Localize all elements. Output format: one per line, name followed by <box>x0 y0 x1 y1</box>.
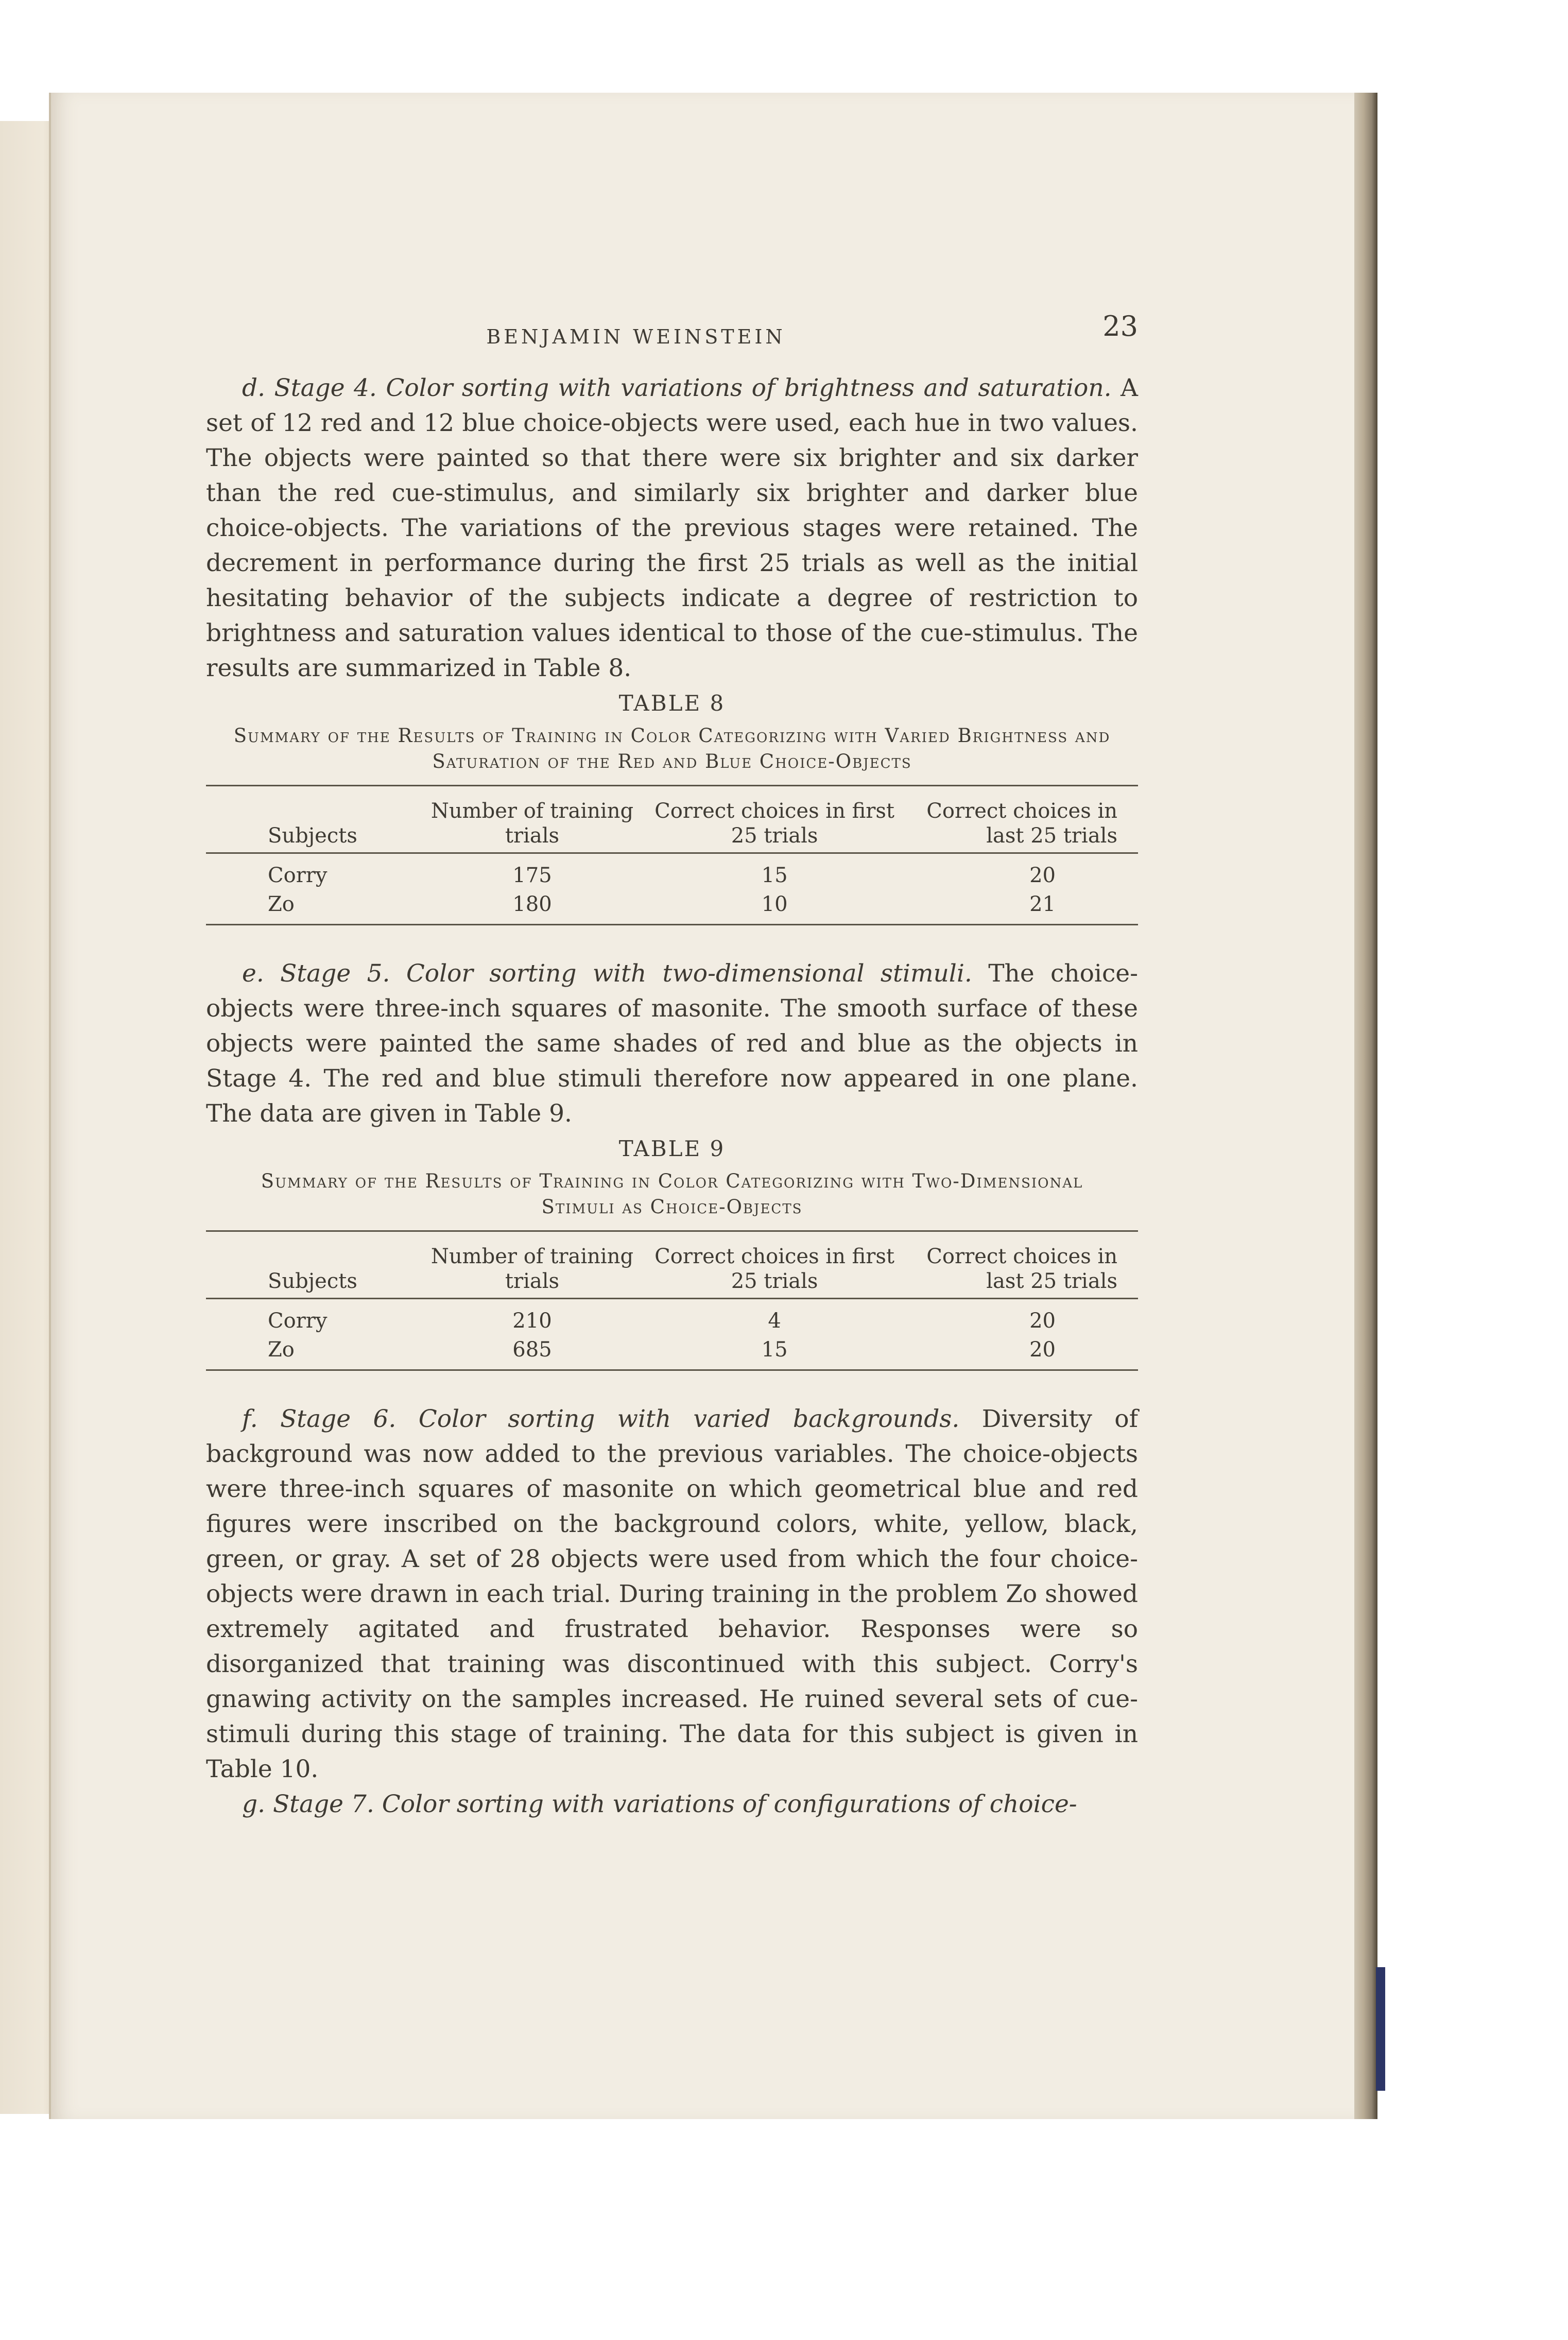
cell-trials: 210 <box>512 1309 552 1333</box>
col-header-last-25: Correct choices in last 25 trials <box>926 1245 1117 1293</box>
para-g-title: Color sorting with variations of configurations of choice- <box>382 1790 1077 1818</box>
cell-subject: Zo <box>268 1338 295 1362</box>
paragraph-stage-5 <box>206 956 1138 1131</box>
table-8-title: TABLE 8 <box>618 691 726 716</box>
paragraph-stage-7 <box>206 1787 1138 1822</box>
cell-last-25: 21 <box>1029 892 1056 916</box>
para-f-label: f. <box>242 1405 258 1433</box>
table-9-title: TABLE 9 <box>618 1136 726 1161</box>
cell-last-25: 20 <box>1029 1309 1056 1333</box>
para-e-body: The choice-objects were three-inch squares of masonite. The smooth surface of these objects were painted the same shades of red and blue as the objects in Stage 4. The red and blue stimuli therefore now appeared in one plane. The data are given in Table 9. <box>206 959 1138 1128</box>
para-f-title: Color sorting with varied backgrounds. <box>418 1405 960 1433</box>
cell-subject: Corry <box>268 864 328 887</box>
paragraph-stage-4 <box>206 371 1138 686</box>
paragraph-stage-6 <box>206 1402 1138 1787</box>
para-d-stage: Stage 4. <box>274 374 377 402</box>
page-content <box>206 309 1138 1822</box>
cell-first-25: 4 <box>768 1309 781 1333</box>
para-d-title: Color sorting with variations of brightness and saturation. <box>386 374 1112 402</box>
table-9-caption: Summary of the Results of Training in Color Categorizing with Two-Dimensional Stimuli as Choice-Objects <box>261 1170 1083 1218</box>
running-head: BENJAMIN WEINSTEIN <box>486 325 786 348</box>
para-f-body: Diversity of background was now added to the previous variables. The choice-objects were three-inch squares of masonite on which geometrical blue and red figures were inscribed on the background colors, white, yellow, black, green, or gray. A set of 28 objects were used from which the four choice-objects were drawn in each trial. During training in the problem Zo showed extremely agitated and frustrated behavior. Responses were so disorganized that training was discontinued with this subject. Corry's gnawing activity on the samples increased. He ruined several sets of cue-stimuli during this stage of training. The data for this subject is given in Table 10. <box>206 1405 1138 1783</box>
page-header <box>206 309 1138 355</box>
cell-first-25: 15 <box>761 1338 788 1362</box>
cell-subject: Zo <box>268 892 295 916</box>
para-d-body: A set of 12 red and 12 blue choice-objects were used, each hue in two values. The objects were painted so that there were six brighter and six darker than the red cue-stimulus, and similarly six brighter and darker blue choice-objects. The variations of the previous stages were retained. The decrement in performance during the first 25 trials as well as the initial hesitating behavior of the subjects indicate a degree of restriction to brightness and saturation values identical to those of the cue-stimulus. The results are summarized in Table 8. <box>206 374 1138 682</box>
para-e-stage: Stage 5. <box>280 959 390 988</box>
table-row <box>206 890 1138 925</box>
col-header-first-25: Correct choices in first 25 trials <box>654 799 894 848</box>
col-header-trials: Number of training trials <box>430 1245 634 1293</box>
table-8 <box>206 785 1138 925</box>
col-header-last-25: Correct choices in last 25 trials <box>926 799 1117 848</box>
page-stack-edge <box>1354 93 1377 2119</box>
table-header-row <box>206 786 1138 853</box>
cell-trials: 180 <box>512 892 552 916</box>
cover-edge <box>1376 1967 1385 2091</box>
table-row <box>206 853 1138 890</box>
table-9 <box>206 1230 1138 1371</box>
table-header-row <box>206 1231 1138 1299</box>
col-header-subjects: Subjects <box>268 1269 357 1293</box>
cell-trials: 685 <box>512 1338 552 1362</box>
cell-first-25: 10 <box>761 892 788 916</box>
col-header-subjects: Subjects <box>268 824 357 848</box>
col-header-trials: Number of training trials <box>430 799 634 848</box>
cell-last-25: 20 <box>1029 1338 1056 1362</box>
para-g-stage: Stage 7. <box>272 1790 374 1818</box>
cell-trials: 175 <box>512 864 552 887</box>
cell-last-25: 20 <box>1029 864 1056 887</box>
para-d-label: d. <box>242 374 266 402</box>
col-header-first-25: Correct choices in first 25 trials <box>654 1245 894 1293</box>
para-f-stage: Stage 6. <box>280 1405 397 1433</box>
table-row <box>206 1335 1138 1370</box>
para-e-title: Color sorting with two-dimensional stimuli. <box>406 959 972 988</box>
para-g-label: g. <box>242 1790 266 1818</box>
page-number: 23 <box>1102 310 1138 342</box>
table-8-caption: Summary of the Results of Training in Color Categorizing with Varied Brightness and Saturation of the Red and Blue Choice-Objects <box>233 725 1111 772</box>
para-e-label: e. <box>242 959 264 988</box>
cell-first-25: 15 <box>761 864 788 887</box>
table-row <box>206 1299 1138 1336</box>
cell-subject: Corry <box>268 1309 328 1333</box>
